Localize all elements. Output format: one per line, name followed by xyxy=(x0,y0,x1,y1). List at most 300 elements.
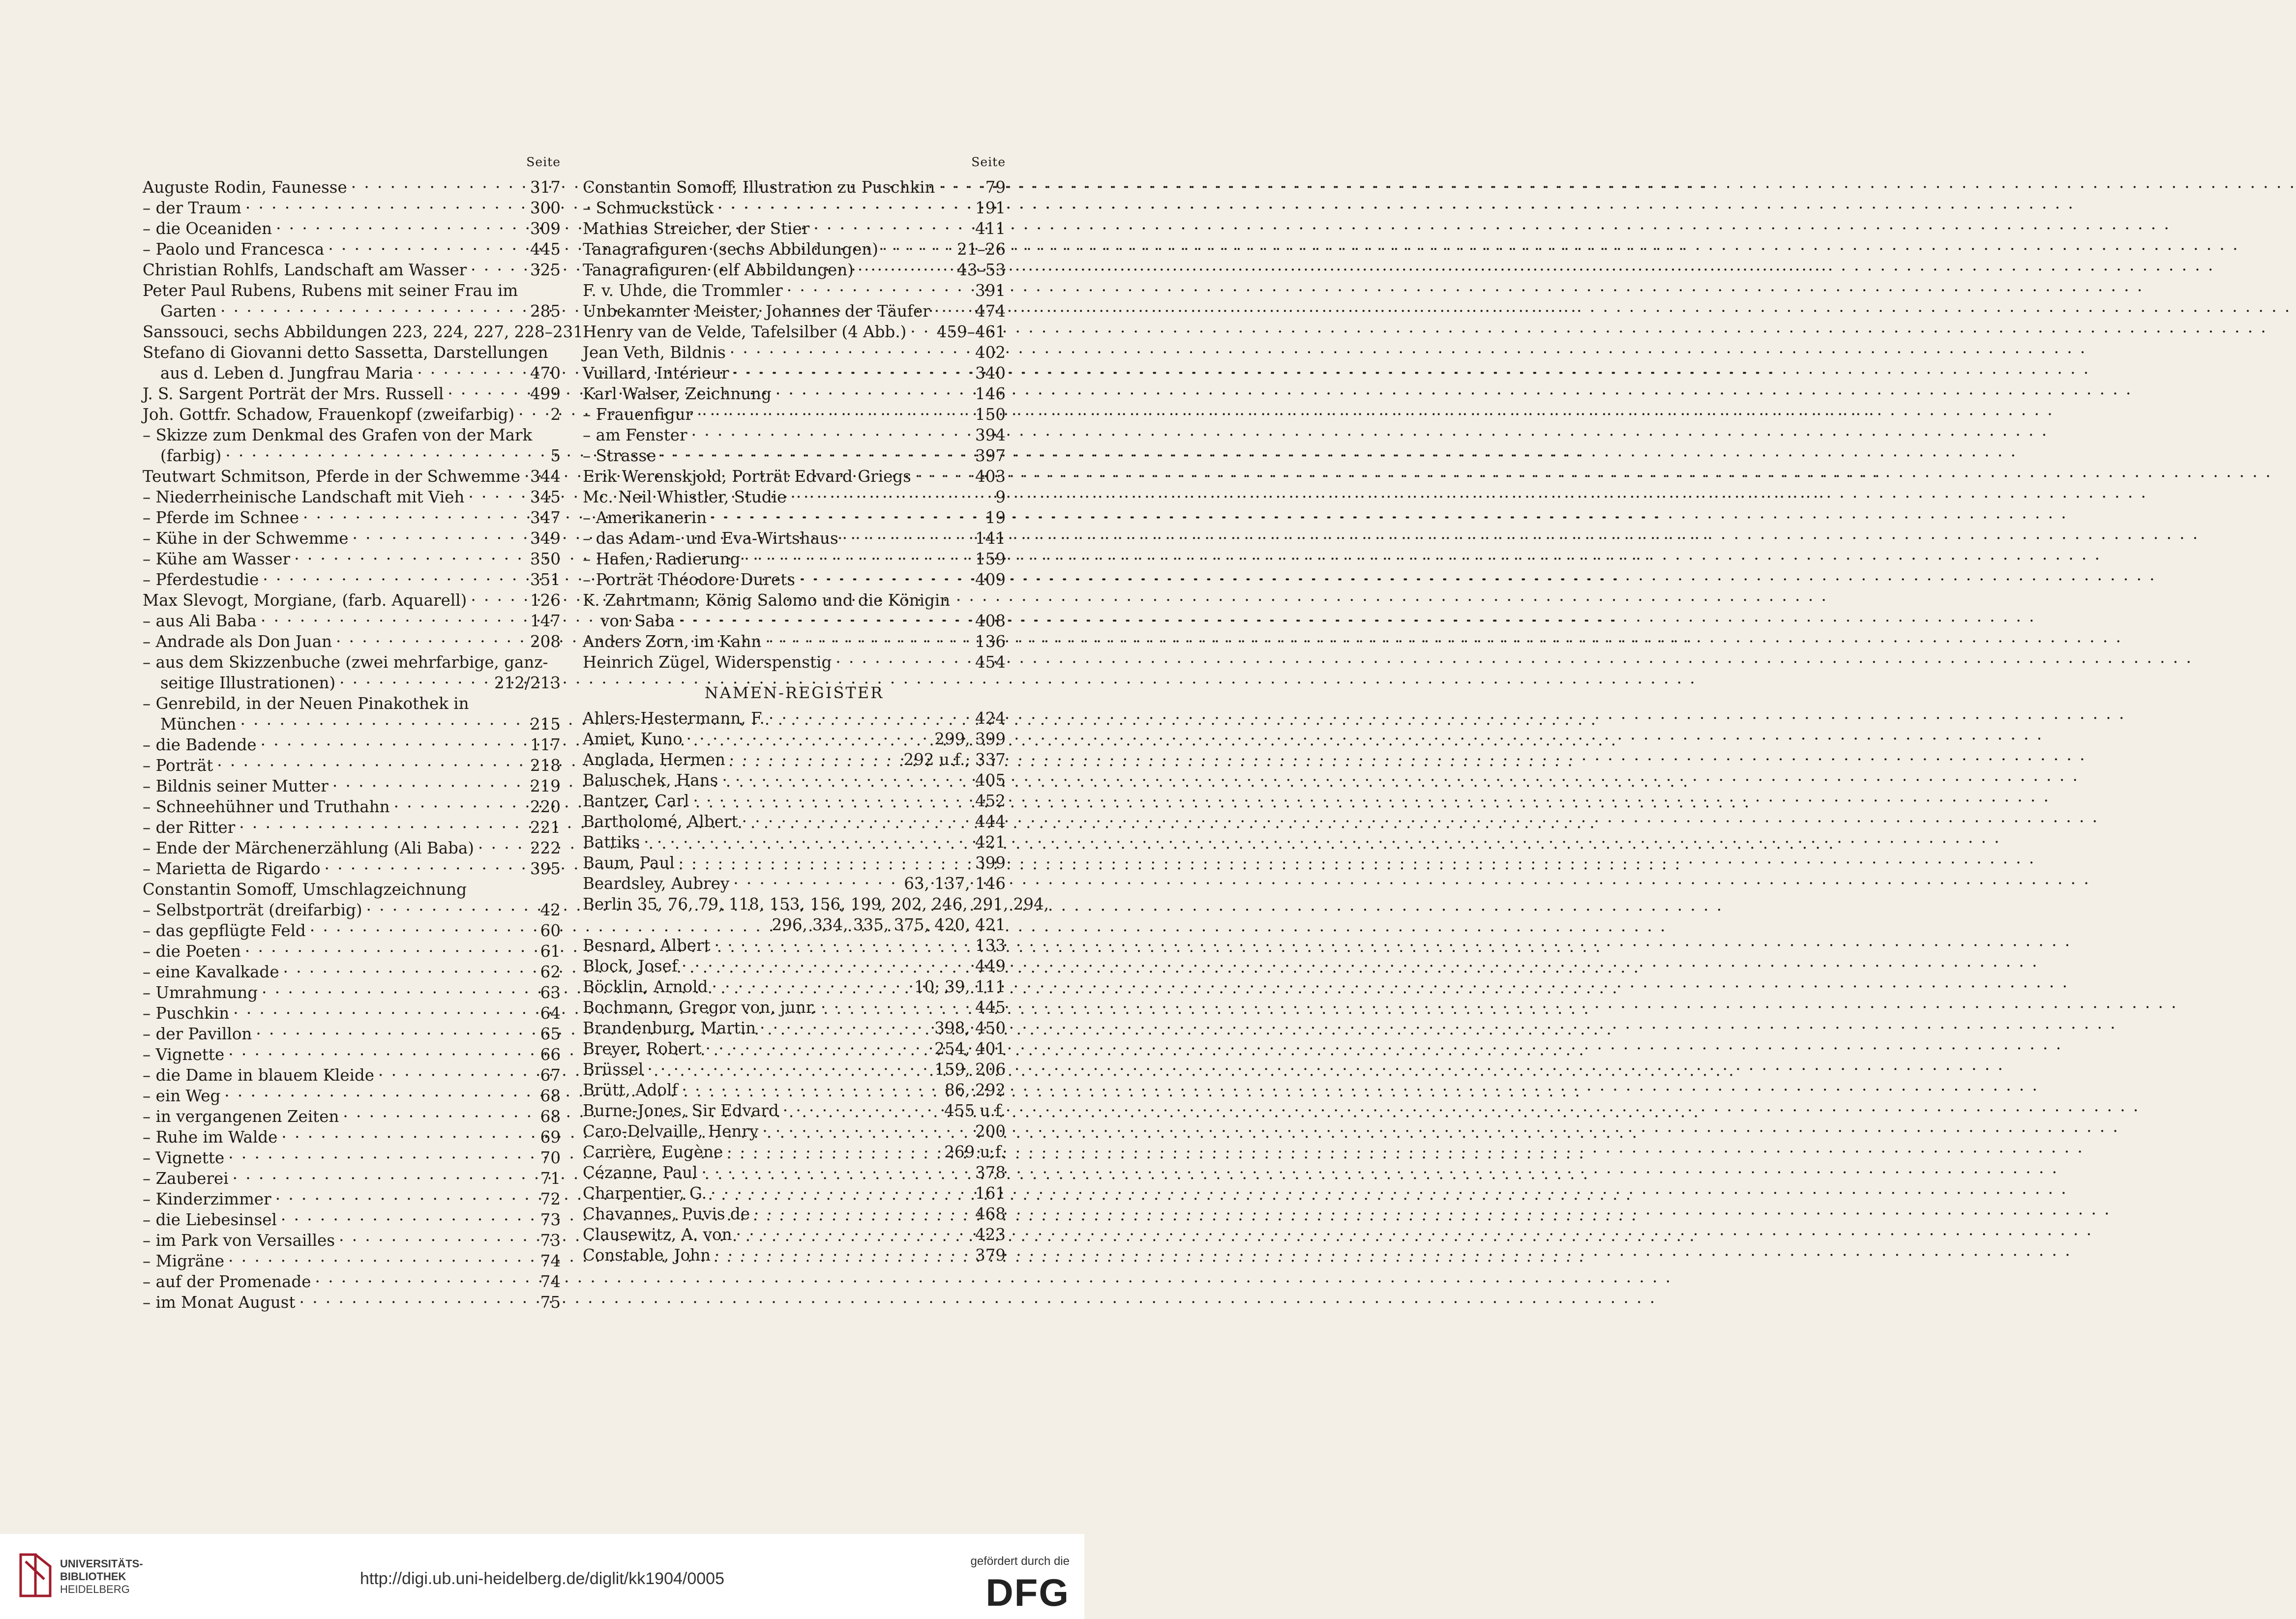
entry-page: 150 xyxy=(975,405,1006,424)
entry-title: Unbekannter Meister, Johannes der Täufer xyxy=(583,302,930,321)
dot-leader xyxy=(299,502,527,523)
entry-title: – aus dem Skizzenbuche (zwei mehrfarbige, ganz- xyxy=(143,653,548,672)
entry-page: 9 xyxy=(995,488,1006,506)
dot-leader xyxy=(258,977,537,998)
entry-page: 405 xyxy=(975,771,1006,790)
dot-leader xyxy=(718,765,972,786)
entry-page: 61 xyxy=(540,942,561,961)
entry-page: 403 xyxy=(975,467,1006,486)
entry-page: 395 xyxy=(530,859,561,878)
dot-leader xyxy=(259,564,527,585)
source-url-link[interactable]: http://digi.ub.uni-heidelberg.de/diglit/kk1904/0005 xyxy=(360,1569,724,1588)
dot-leader xyxy=(221,441,547,461)
entry-page: 136 xyxy=(975,632,1006,651)
entry-page: 74 xyxy=(540,1252,561,1270)
index-entry xyxy=(143,172,561,197)
entry-title: Ahlers-Hestermann, F. xyxy=(583,709,765,728)
entry-title: – Zauberei xyxy=(143,1169,229,1188)
dot-leader xyxy=(467,585,527,606)
entry-page: 215 xyxy=(530,715,561,734)
entry-page: 423 xyxy=(975,1225,1006,1244)
entry-title: Mc. Neil Whistler, Studie xyxy=(583,488,787,506)
entry-title: Peter Paul Rubens, Rubens mit seiner Frau im xyxy=(143,281,518,300)
dot-leader xyxy=(257,730,527,750)
dot-leader xyxy=(328,771,527,792)
entry-page: 146 xyxy=(975,384,1006,403)
dot-leader xyxy=(224,1143,537,1163)
entry-title: F. v. Uhde, die Trommler xyxy=(583,281,783,300)
entry-title: Jean Veth, Bildnis xyxy=(583,343,726,362)
entry-title: Auguste Rodin, Faunesse xyxy=(143,178,347,197)
dot-leader xyxy=(348,523,527,544)
entry-page: 133 xyxy=(975,936,1006,955)
entry-title: Caro-Delvaille, Henry xyxy=(583,1122,759,1141)
entry-title: Karl Walser, Zeichnung xyxy=(583,384,772,403)
dot-leader xyxy=(675,848,972,868)
dot-leader xyxy=(726,337,972,358)
dot-leader xyxy=(678,951,972,971)
entry-page: 394 xyxy=(975,426,1006,444)
entry-page: 340 xyxy=(975,364,1006,383)
entry-title: Baluschek, Hans xyxy=(583,771,718,790)
dot-leader xyxy=(640,827,972,848)
dot-leader xyxy=(390,792,527,812)
entry-page: 63, 137, 146 xyxy=(904,874,1006,893)
entry-page: 349 xyxy=(530,529,561,548)
entry-title: – Hafen, Radierung xyxy=(583,550,741,568)
dot-leader xyxy=(339,1101,537,1122)
entry-title: – Pferdestudie xyxy=(143,570,259,589)
entry-page: 468 xyxy=(975,1205,1006,1223)
entry-title: – Genrebild, in der Neuen Pinakothek in xyxy=(143,694,469,713)
entry-page: 445 xyxy=(975,998,1006,1017)
entry-title: München xyxy=(160,715,237,734)
entry-title: Anders Zorn, im Kahn xyxy=(583,632,762,651)
entry-page: 299, 399 xyxy=(934,730,1006,748)
entry-page: 300 xyxy=(530,199,561,217)
entry-page: 200 xyxy=(975,1122,1006,1141)
entry-title: Clausewitz, A. von xyxy=(583,1225,732,1244)
dot-leader xyxy=(583,910,769,930)
entry-title: Baum, Paul xyxy=(583,854,675,872)
entry-title: – Ruhe im Walde xyxy=(143,1128,278,1147)
entry-title: Tanagrafiguren (elf Abbildungen) xyxy=(583,261,854,279)
dot-leader xyxy=(467,255,527,275)
entry-title: – Vignette xyxy=(143,1045,225,1064)
entry-title: Burne-Jones, Sir Edvard xyxy=(583,1101,779,1120)
dot-leader xyxy=(224,1246,537,1266)
dot-leader xyxy=(714,193,972,213)
entry-page: 43–53 xyxy=(957,261,1006,279)
dot-leader xyxy=(236,709,527,730)
entry-title: von Saba xyxy=(600,612,675,630)
dot-leader xyxy=(738,806,972,827)
entry-page: 161 xyxy=(975,1184,1006,1203)
dot-leader xyxy=(707,502,983,523)
dot-leader xyxy=(795,564,972,585)
dot-leader xyxy=(252,1019,537,1039)
entry-title: – Andrade als Don Juan xyxy=(143,632,332,651)
dot-leader xyxy=(809,213,972,234)
entry-page: 449 xyxy=(975,957,1006,975)
entry-title: – Vignette xyxy=(143,1148,225,1167)
entry-title: Mathias Streicher, der Stier xyxy=(583,219,810,238)
dot-leader xyxy=(878,234,954,255)
dot-leader xyxy=(854,255,954,275)
entry-title: – der Pavillon xyxy=(143,1025,252,1043)
dot-leader xyxy=(277,1205,537,1225)
entry-page: 296, 334, 335, 375, 420, 421 xyxy=(772,915,1006,934)
entry-page: 269 u.f. xyxy=(944,1143,1006,1161)
dot-leader xyxy=(707,1178,972,1199)
ub-name-line1: UNIVERSITÄTS- xyxy=(60,1558,143,1570)
entry-page: 68 xyxy=(540,1107,561,1126)
entry-title: (farbig) xyxy=(160,446,222,465)
dot-leader xyxy=(838,523,972,544)
entry-page: 79 xyxy=(985,178,1006,197)
dot-leader xyxy=(693,399,972,420)
dot-leader xyxy=(725,744,901,765)
entry-page: 212/213 xyxy=(494,674,561,692)
index-entry xyxy=(583,172,1006,197)
entry-page: 409 xyxy=(975,570,1006,589)
dot-leader xyxy=(779,1095,941,1116)
entry-title: Berlin 35, 76, 79, 118, 153, 156, 199, 202, 246, 291, 294, xyxy=(583,895,1049,913)
dot-leader xyxy=(675,606,972,626)
entry-title: Erik Werenskjold, Porträt Edvard Griegs xyxy=(583,467,911,486)
dot-leader xyxy=(347,172,527,193)
entry-title: – Strasse xyxy=(583,446,656,465)
entry-title: – Amerikanerin xyxy=(583,508,707,527)
entry-page: 221 xyxy=(530,818,561,837)
entry-title: – der Traum xyxy=(143,199,241,217)
dot-leader xyxy=(783,275,972,296)
entry-title: – im Park von Versailles xyxy=(143,1231,335,1250)
entry-title: – Kühe am Wasser xyxy=(143,550,291,568)
entry-title: – Schneehühner und Truthahn xyxy=(143,797,390,816)
entry-page: 73 xyxy=(540,1210,561,1229)
dot-leader xyxy=(756,1013,931,1033)
entry-title: Block, Josef xyxy=(583,957,678,975)
dot-leader xyxy=(761,626,972,647)
dot-leader xyxy=(241,936,537,957)
entry-page: 159, 206 xyxy=(934,1060,1006,1079)
entry-page: 285 xyxy=(530,302,561,321)
dot-leader xyxy=(678,1075,942,1095)
entry-title: Bochmann, Gregor von, junr. xyxy=(583,998,817,1017)
entry-page: 499 xyxy=(530,384,561,403)
entry-page: 398, 450 xyxy=(934,1019,1006,1037)
entry-page: 421 xyxy=(975,833,1006,852)
dot-leader xyxy=(257,606,527,626)
entry-title: Garten xyxy=(160,302,217,321)
dot-leader xyxy=(950,585,1003,606)
dot-leader xyxy=(711,1240,972,1261)
entry-page: 191 xyxy=(975,199,1006,217)
entry-title: – aus Ali Baba xyxy=(143,612,257,630)
dot-leader xyxy=(906,317,933,337)
entry-page: 73 xyxy=(540,1231,561,1250)
entry-title: Constantin Somoff, Umschlagzeichnung xyxy=(143,880,467,899)
entry-title: K. Zahrtmann, König Salomo und die Königin xyxy=(583,591,951,610)
entry-page: 474 xyxy=(975,302,1006,321)
entry-page: 345 xyxy=(530,488,561,506)
entry-title: – die Liebesinsel xyxy=(143,1210,277,1229)
dot-leader xyxy=(930,296,972,317)
entry-title: Bantzer, Carl xyxy=(583,792,689,810)
dot-leader xyxy=(911,461,972,482)
dot-leader xyxy=(786,482,992,502)
footer-bar xyxy=(0,1534,1084,1619)
entry-page: 379 xyxy=(975,1246,1006,1265)
dot-leader xyxy=(374,1060,537,1081)
right-column xyxy=(583,152,1049,1265)
index-entry xyxy=(583,848,1006,872)
entry-title: Cézanne, Paul xyxy=(583,1163,698,1182)
entry-title: – Porträt xyxy=(143,756,213,775)
dot-leader xyxy=(311,1266,537,1287)
entry-page: 350 xyxy=(530,550,561,568)
entry-page: 63 xyxy=(540,983,561,1002)
dot-leader xyxy=(514,399,547,420)
dfg-logo: DFG xyxy=(985,1571,1070,1614)
dot-leader xyxy=(683,724,932,744)
entry-page: 411 xyxy=(975,219,1006,238)
entry-title: – die Oceaniden xyxy=(143,219,272,238)
dot-leader xyxy=(740,544,972,564)
entry-page: 344 xyxy=(530,467,561,486)
entry-page: 147 xyxy=(530,612,561,630)
register-heading: NAMEN-REGISTER xyxy=(704,683,884,702)
entry-title: – Marietta de Rigardo xyxy=(143,859,321,878)
dot-leader xyxy=(444,379,527,399)
entry-page: 459–461 xyxy=(936,323,1006,341)
entry-title: Max Slevogt, Morgiane, (farb. Aquarell) xyxy=(143,591,467,610)
dot-leader xyxy=(272,213,527,234)
dot-leader xyxy=(335,668,491,688)
entry-title: – ein Weg xyxy=(143,1087,221,1105)
entry-title: – die Poeten xyxy=(143,942,241,961)
entry-page: 86, 292 xyxy=(944,1081,1006,1099)
entry-title: Breyer, Robert xyxy=(583,1039,702,1058)
ub-name-line2: BIBLIOTHEK xyxy=(60,1570,126,1583)
entry-page: 218 xyxy=(530,756,561,775)
entry-title: – das gepflügte Feld xyxy=(143,921,306,940)
entry-title: Bartholomé, Albert xyxy=(583,812,738,831)
entry-title: – Kinderzimmer xyxy=(143,1190,271,1208)
entry-page: 325 xyxy=(530,261,561,279)
entry-title: Tanagrafiguren (sechs Abbildungen) xyxy=(583,240,878,259)
entry-page: 222 xyxy=(530,839,561,857)
dot-leader xyxy=(708,971,911,992)
index-entry xyxy=(583,930,1006,955)
entry-title: – Niederrheinische Landschaft mit Vieh xyxy=(143,488,465,506)
entry-page: 68 xyxy=(540,1087,561,1105)
dot-leader xyxy=(520,461,527,482)
entry-title: – Frauenfigur xyxy=(583,405,693,424)
dot-leader xyxy=(229,1163,537,1184)
dot-leader xyxy=(689,786,972,806)
dot-leader xyxy=(1049,889,1055,910)
seite-label-left: Seite xyxy=(526,155,561,169)
entry-title: Constantin Somoff, Illustration zu Puschkin xyxy=(583,178,935,197)
entry-page: 444 xyxy=(975,812,1006,831)
entry-title: Joh. Gottfr. Schadow, Frauenkopf (zweifarbig) xyxy=(143,405,515,424)
dot-leader xyxy=(464,482,527,502)
entry-title: Christian Rohlfs, Landschaft am Wasser xyxy=(143,261,467,279)
dot-leader xyxy=(765,703,972,724)
entry-page: 454 xyxy=(975,653,1006,672)
entry-page: 424 xyxy=(975,709,1006,728)
entry-page: 69 xyxy=(540,1128,561,1147)
left-column xyxy=(143,152,583,1312)
register-entry-list xyxy=(583,703,1049,1265)
entry-page: 42 xyxy=(540,901,561,919)
dot-leader xyxy=(469,688,558,709)
entry-page: 292 u.f., 337 xyxy=(903,750,1006,769)
entry-title: Brandenburg, Martin xyxy=(583,1019,756,1037)
entry-title: seitige Illustrationen) xyxy=(160,674,336,692)
dot-leader xyxy=(474,833,527,854)
dot-leader xyxy=(817,992,972,1013)
dot-leader xyxy=(723,1137,941,1157)
entry-page: 21–26 xyxy=(957,240,1006,259)
dot-leader xyxy=(697,1157,972,1178)
dot-leader xyxy=(413,358,527,379)
entry-title: Anglada, Hermen xyxy=(583,750,725,769)
entry-page: 65 xyxy=(540,1025,561,1043)
entry-page: 117 xyxy=(530,736,561,754)
dfg-caption: gefördert durch die xyxy=(970,1555,1070,1568)
entry-title: Böcklin, Arnold xyxy=(583,977,708,996)
dot-leader xyxy=(656,441,972,461)
entry-page: 19 xyxy=(985,508,1006,527)
entry-title: Brütt, Adolf xyxy=(583,1081,678,1099)
entry-title: – im Monat August xyxy=(143,1293,296,1312)
dot-leader xyxy=(224,1039,537,1060)
entry-title: Besnard, Albert xyxy=(583,936,711,955)
dot-leader xyxy=(277,1122,537,1143)
entry-title: J. S. Sargent Porträt der Mrs. Russell xyxy=(143,384,444,403)
entry-title: – der Ritter xyxy=(143,818,236,837)
dot-leader xyxy=(750,1199,972,1219)
entry-page: 378 xyxy=(975,1163,1006,1182)
entry-page: 470 xyxy=(530,364,561,383)
dot-leader xyxy=(518,275,558,296)
dot-leader xyxy=(296,1287,537,1308)
entry-title: Carrière, Eugène xyxy=(583,1143,723,1161)
entry-title: – Kühe in der Schwemme xyxy=(143,529,349,548)
entry-title: – das Adam- und Eva-Wirtshaus xyxy=(583,529,838,548)
entry-page: 219 xyxy=(530,777,561,795)
entry-title: – am Fenster xyxy=(583,426,687,444)
entry-page: 70 xyxy=(540,1148,561,1167)
entry-title: Vuillard, Intérieur xyxy=(583,364,729,383)
entry-title: Constable, John xyxy=(583,1246,711,1265)
entry-page: 5 xyxy=(550,446,561,465)
dot-leader xyxy=(279,957,537,977)
dot-leader xyxy=(729,358,972,379)
entry-title: – Skizze zum Denkmal des Grafen von der Mark xyxy=(143,426,533,444)
ub-name-line3: HEIDELBERG xyxy=(60,1583,130,1595)
entry-title: Beardsley, Aubrey xyxy=(583,874,730,893)
dot-leader xyxy=(548,647,558,668)
entry-page: 408 xyxy=(975,612,1006,630)
dot-leader xyxy=(532,420,558,441)
entry-page: 455 u.f. xyxy=(944,1101,1006,1120)
entry-page: 220 xyxy=(530,797,561,816)
entry-page: 10, 39, 111 xyxy=(914,977,1006,996)
index-entry xyxy=(583,827,1006,852)
entry-page: 126 xyxy=(530,591,561,610)
left-entry-list xyxy=(143,172,583,1312)
entry-title: Teutwart Schmitson, Pferde in der Schwemme xyxy=(143,467,520,486)
index-entry xyxy=(583,1075,1006,1099)
entry-title: Brüssel xyxy=(583,1060,644,1079)
entry-page: 397 xyxy=(975,446,1006,465)
dot-leader xyxy=(643,1054,931,1075)
entry-title: – die Dame in blauem Kleide xyxy=(143,1066,375,1085)
entry-page: 64 xyxy=(540,1004,561,1023)
dot-leader xyxy=(729,868,901,889)
entry-title: Battiks xyxy=(583,833,640,852)
dot-leader xyxy=(229,998,537,1019)
entry-page: 67 xyxy=(540,1066,561,1085)
entry-page: 74 xyxy=(540,1272,561,1291)
entry-page: 2 xyxy=(550,405,561,424)
entry-title: – in vergangenen Zeiten xyxy=(143,1107,339,1126)
entry-page: 254, 401 xyxy=(934,1039,1006,1058)
dot-leader xyxy=(687,420,972,441)
entry-page: 62 xyxy=(540,963,561,981)
dot-leader xyxy=(362,895,537,915)
entry-title: Henry van de Velde, Tafelsilber (4 Abb.) xyxy=(583,323,907,341)
dot-leader xyxy=(702,1033,932,1054)
entry-page: 75 xyxy=(540,1293,561,1312)
entry-title: Sanssouci, sechs Abbildungen 223, 224, 227, 228–231 xyxy=(143,323,583,341)
seite-label-right: Seite xyxy=(971,155,1006,169)
entry-title: – die Badende xyxy=(143,736,257,754)
dot-leader xyxy=(832,647,972,668)
entry-page: 72 xyxy=(540,1190,561,1208)
entry-title: – Selbstporträt (dreifarbig) xyxy=(143,901,362,919)
entry-page: 66 xyxy=(540,1045,561,1064)
entry-title: Chavannes, Puvis de xyxy=(583,1205,750,1223)
entry-page: 402 xyxy=(975,343,1006,362)
entry-page: 445 xyxy=(530,240,561,259)
entry-title: Amiet, Kuno xyxy=(583,730,683,748)
entry-page: 351 xyxy=(530,570,561,589)
dot-leader xyxy=(271,1184,537,1205)
entry-title: aus d. Leben d. Jungfrau Maria xyxy=(160,364,414,383)
entry-title: Charpentier, G. xyxy=(583,1184,707,1203)
dot-leader xyxy=(467,874,558,895)
dot-leader xyxy=(290,544,527,564)
dot-leader xyxy=(548,337,558,358)
index-entry xyxy=(583,1054,1006,1079)
dot-leader xyxy=(772,379,972,399)
dot-leader xyxy=(220,1081,537,1101)
entry-title: – eine Kavalkade xyxy=(143,963,279,981)
entry-page: 71 xyxy=(540,1169,561,1188)
dot-leader xyxy=(306,915,537,936)
dot-leader xyxy=(241,193,527,213)
entry-title: – Ende der Märchenerzählung (Ali Baba) xyxy=(143,839,474,857)
dot-leader xyxy=(711,930,972,951)
entry-title: – auf der Promenade xyxy=(143,1272,311,1291)
entry-title: – Schmuckstück xyxy=(583,199,714,217)
entry-page: 60 xyxy=(540,921,561,940)
